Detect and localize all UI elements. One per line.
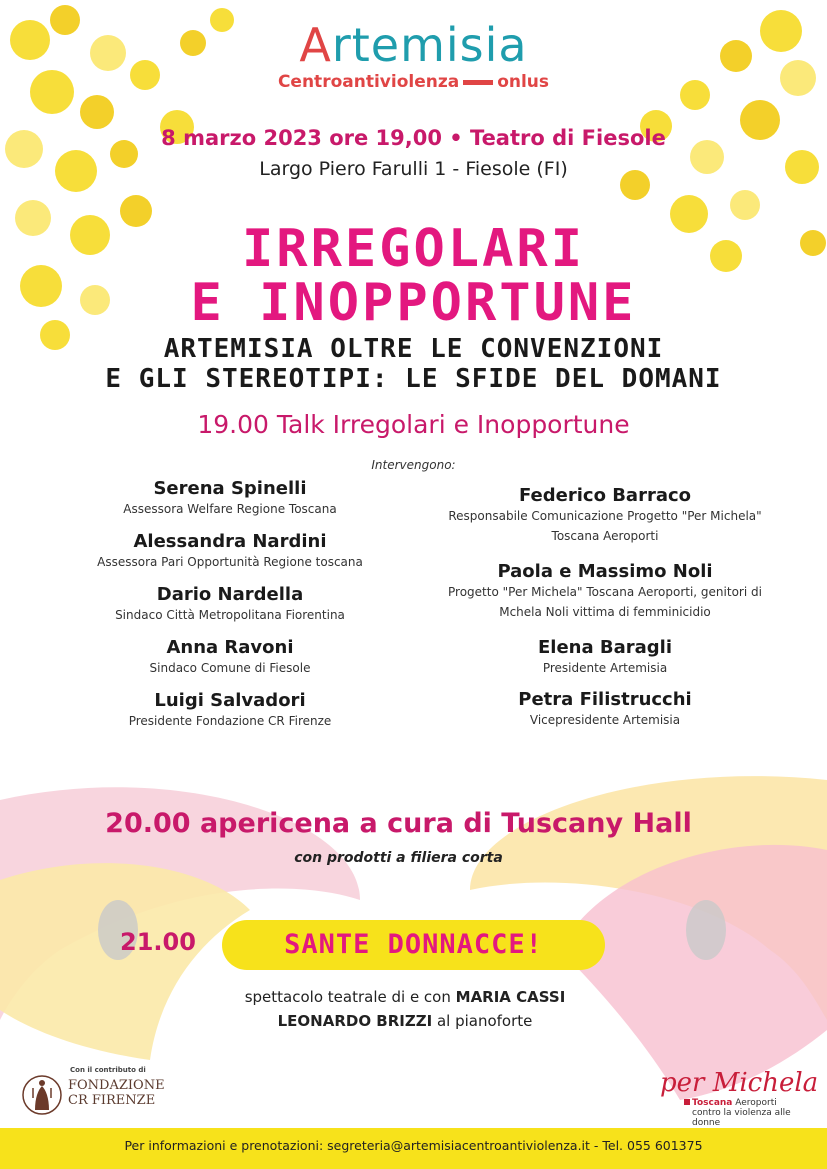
show-credit-performer: MARIA CASSI (455, 988, 566, 1006)
speaker-name: Luigi Salvadori (154, 690, 306, 711)
event-address: Largo Piero Farulli 1 - Fiesole (FI) (259, 158, 568, 180)
toscana-rest: Aeroporti (732, 1098, 777, 1108)
fondazione-emblem-icon (22, 1072, 62, 1118)
speaker (430, 637, 780, 689)
show-credit-post: al pianoforte (432, 1012, 533, 1030)
speaker (80, 637, 380, 690)
speaker-name: Federico Barraco (518, 485, 692, 506)
intervengono-label: Intervengono: (371, 458, 456, 472)
speaker-role: Presidente Fondazione CR Firenze (128, 714, 332, 728)
show-title-pill (222, 920, 605, 970)
logo-sub-right: onlus (497, 72, 550, 92)
speaker-role: Vicepresidente Artemisia (529, 713, 681, 727)
speaker-role: Progetto "Per Michela" Toscana Aeroporti, genitori di (448, 585, 762, 599)
toscana-tagline: contro la violenza alle donne (692, 1108, 791, 1128)
artemisia-logo (0, 18, 827, 92)
subtitle-line1: ARTEMISIA OLTRE LE CONVENZIONI (163, 334, 664, 364)
talk-heading: 19.00 Talk Irregolari e Inopportune (197, 410, 630, 439)
footer-bar (0, 1128, 827, 1169)
toscana-square-icon (684, 1099, 690, 1105)
speaker-role: Sindaco Comune di Fiesole (149, 661, 311, 675)
logo-sub-left: Centroantiviolenza (277, 72, 460, 92)
speaker-role-line2: Toscana Aeroporti (551, 529, 659, 543)
logo-house-a: A (299, 18, 332, 72)
speaker (80, 584, 380, 637)
show-credits (0, 988, 810, 1030)
fondazione-name (68, 1078, 165, 1108)
speaker (430, 689, 780, 741)
show-credit-line2 (0, 1012, 810, 1030)
logo-word-rest: rtemisia (331, 18, 528, 72)
footer-info: Per informazioni e prenotazioni: segreteria@artemisiacentroantiviolenza.it - Tel. 055 601375 (124, 1138, 703, 1153)
apericena-heading: 20.00 apericena a cura di Tuscany Hall (105, 808, 692, 839)
show-credit-pre: spettacolo teatrale di e con (244, 988, 456, 1006)
show-credit-pianist: LEONARDO BRIZZI (277, 1012, 433, 1030)
speaker-name: Serena Spinelli (153, 478, 307, 499)
speaker-name: Elena Baragli (537, 637, 672, 658)
per-michela-logo (660, 1068, 820, 1128)
speaker-name: Paola e Massimo Noli (497, 561, 713, 582)
speaker (80, 531, 380, 584)
fondazione-logo (22, 1066, 192, 1122)
speakers-right-column (430, 485, 780, 741)
show-title: SANTE DONNACCE! (284, 929, 543, 960)
speaker-role: Sindaco Città Metropolitana Fiorentina (115, 608, 345, 622)
main-title (0, 219, 827, 333)
speaker (80, 690, 380, 743)
main-title-line1: IRREGOLARI (241, 219, 586, 279)
main-title-line2: E INOPPORTUNE (190, 273, 637, 333)
fondazione-contrib-label: Con il contributo di (70, 1066, 146, 1074)
subtitle-line2: E GLI STEREOTIPI: LE SFIDE DEL DOMANI (105, 364, 722, 394)
speaker (430, 485, 780, 561)
speakers-left-column (80, 478, 380, 743)
speaker-role: Responsabile Comunicazione Progetto "Per Michela" (448, 509, 762, 523)
speaker-name: Alessandra Nardini (133, 531, 327, 552)
event-date: 8 marzo 2023 ore 19,00 • Teatro di Fiesole (161, 126, 666, 150)
logo-subline (0, 72, 827, 92)
fondazione-name-line2: CR FIRENZE (68, 1093, 156, 1108)
logo-wordmark (0, 18, 827, 72)
toscana-brand: Toscana (692, 1098, 733, 1108)
speaker-name: Petra Filistrucchi (518, 689, 692, 710)
show-hour: 21.00 (120, 928, 196, 956)
speaker-role: Assessora Pari Opportunità Regione toscana (97, 555, 363, 569)
speaker-name: Anna Ravoni (166, 637, 294, 658)
toscana-aeroporti (684, 1098, 820, 1108)
subtitle (0, 334, 827, 394)
speaker (430, 561, 780, 637)
speaker (80, 478, 380, 531)
fondazione-name-line1: FONDAZIONE (68, 1078, 165, 1093)
speaker-role-line2: Mchela Noli vittima di femminicidio (499, 605, 711, 619)
show-credit-line1 (0, 988, 810, 1006)
speaker-role: Assessora Welfare Regione Toscana (123, 502, 337, 516)
apericena-sub: con prodotti a filiera corta (294, 850, 503, 866)
speaker-name: Dario Nardella (156, 584, 304, 605)
speaker-role: Presidente Artemisia (542, 661, 668, 675)
per-michela-script: per Michela (660, 1068, 819, 1098)
